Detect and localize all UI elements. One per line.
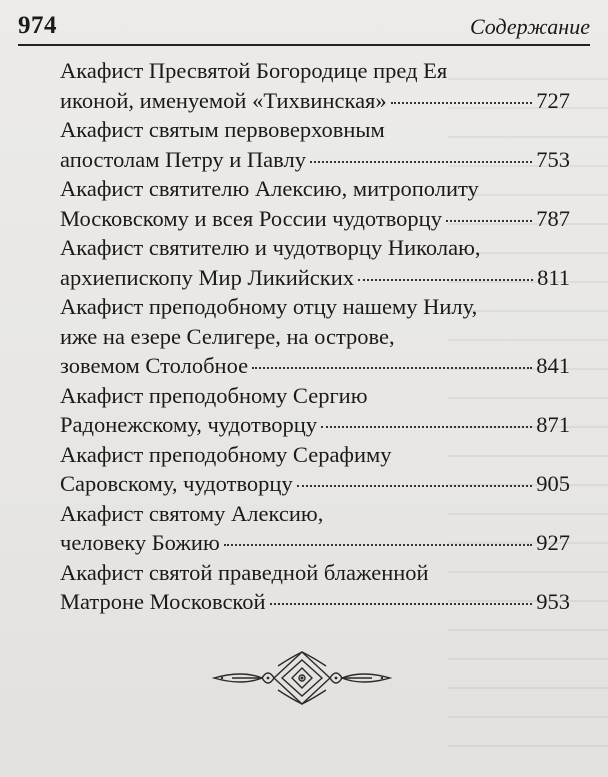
toc-entry[interactable] bbox=[60, 233, 570, 292]
toc-page-number: 871 bbox=[536, 412, 570, 437]
toc-page-number: 905 bbox=[536, 471, 570, 496]
toc-entry-title-line: Акафист преподобному отцу нашему Нилу, bbox=[60, 294, 478, 319]
toc-entry-title-line: апостолам Петру и Павлу bbox=[60, 146, 306, 172]
toc-entry[interactable] bbox=[60, 440, 570, 499]
toc-entry-last-line bbox=[60, 528, 570, 558]
dot-leader bbox=[391, 82, 533, 104]
toc-entry-title-line: Акафист святому Алексию, bbox=[60, 500, 324, 526]
toc-entry-title-line: зовемом Столобное bbox=[60, 353, 249, 378]
toc-page-number: 953 bbox=[536, 589, 570, 614]
toc-entry-title-line: Московскому и всея России чудотворцу bbox=[60, 205, 442, 231]
toc-entry-title-line: Матроне Московской bbox=[60, 589, 266, 614]
page-number: 974 bbox=[18, 12, 57, 39]
toc-entry-last-line bbox=[60, 204, 570, 234]
toc-page-number: 927 bbox=[536, 530, 570, 555]
toc-entry[interactable] bbox=[60, 381, 570, 440]
toc-entry-title-line: Радонежскому, чудотворцу bbox=[60, 412, 318, 437]
toc-entry[interactable] bbox=[60, 558, 570, 617]
toc-entry-title-line: иже на езере Селигере, на острове, bbox=[60, 323, 395, 349]
toc-entry-last-line bbox=[60, 410, 570, 440]
table-of-contents bbox=[60, 56, 570, 617]
toc-page-number: 727 bbox=[536, 87, 570, 113]
dot-leader bbox=[297, 465, 533, 487]
toc-page-number: 753 bbox=[536, 146, 570, 172]
toc-entry[interactable] bbox=[60, 174, 570, 233]
toc-entry-last-line bbox=[60, 145, 570, 175]
toc-entry-title-line: Акафист преподобному Сергию bbox=[60, 382, 368, 408]
page-header bbox=[18, 12, 590, 42]
toc-entry[interactable] bbox=[60, 115, 570, 174]
dot-leader bbox=[270, 583, 533, 605]
toc-entry-title-line: Саровскому, чудотворцу bbox=[60, 471, 293, 496]
dot-leader bbox=[446, 200, 532, 222]
toc-entry[interactable] bbox=[60, 56, 570, 115]
toc-entry-last-line bbox=[60, 351, 570, 381]
toc-entry-title-line: Акафист святителю и чудотворцу Николаю, bbox=[60, 235, 481, 260]
toc-entry-last-line bbox=[60, 86, 570, 116]
dot-leader bbox=[224, 524, 532, 546]
toc-entry-title-line: Акафист преподобному Серафиму bbox=[60, 441, 392, 467]
toc-entry-last-line bbox=[60, 263, 570, 293]
toc-page-number: 811 bbox=[537, 264, 570, 290]
dot-leader bbox=[310, 141, 532, 163]
toc-entry-title-line: Акафист святым первоверховным bbox=[60, 117, 385, 142]
toc-entry-title-line: Акафист святителю Алексию, митрополиту bbox=[60, 176, 479, 201]
dot-leader bbox=[321, 406, 532, 428]
toc-entry-title-line: Акафист Пресвятой Богородице пред Ея bbox=[60, 58, 448, 83]
toc-page-number: 841 bbox=[536, 353, 570, 378]
toc-entry-title-line: архиепископу Мир Ликийских bbox=[60, 264, 354, 290]
header-rule bbox=[18, 44, 590, 46]
dot-leader bbox=[252, 347, 532, 369]
decorative-vignette-icon bbox=[212, 648, 392, 708]
toc-entry[interactable] bbox=[60, 292, 570, 381]
toc-page-number: 787 bbox=[536, 205, 570, 231]
dot-leader bbox=[358, 259, 533, 281]
toc-entry-title-line: Акафист святой праведной блаженной bbox=[60, 559, 429, 585]
toc-entry-title-line: иконой, именуемой «Тихвинская» bbox=[60, 87, 387, 113]
running-title: Содержание bbox=[469, 14, 590, 39]
toc-entry-last-line bbox=[60, 469, 570, 499]
toc-entry-title-line: человеку Божию bbox=[60, 530, 220, 555]
toc-entry[interactable] bbox=[60, 499, 570, 558]
toc-entry-last-line bbox=[60, 587, 570, 617]
